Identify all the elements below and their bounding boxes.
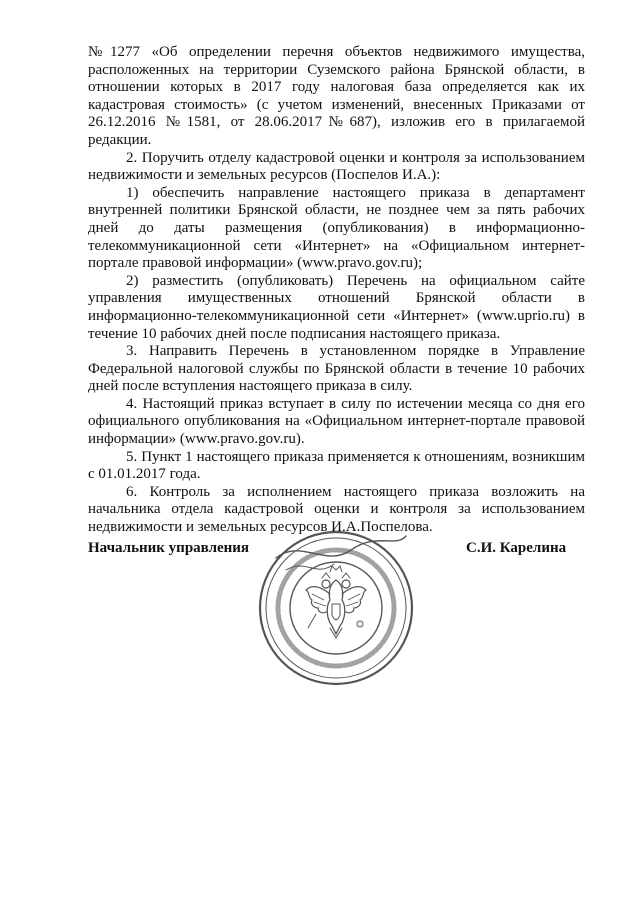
- official-seal-icon: [256, 528, 416, 688]
- signature-name: С.И. Карелина: [466, 540, 567, 556]
- paragraph-order-reference: №1277 «Об определении перечня объектов недвижимого имущества, расположенных на территории Суземского района Брянской области, в отношении которых в 2017 году налоговая база определяется как их кадастровая стоимость» (с учетом изменений, внесенных Приказами от 26.12.2016 №1581, от 28.06.2017№687), изложив его в прилагаемой редакции.: [88, 44, 585, 148]
- paragraph-subitem-2: 2) разместить (опубликовать) Перечень на официальном сайте управления имущественных отношений Брянской области в информационно-телекоммуникационной сети «Интернет» (www.uprio.ru) в течение 10 рабочих дней после подписания настоящего приказа.: [88, 272, 585, 342]
- paragraph-item-4: 4. Настоящий приказ вступает в силу по истечении месяца со дня его официального опубликования на «Официальном интернет-портале правовой информации» (www.pravo.gov.ru).: [88, 395, 585, 448]
- paragraph-subitem-1: 1) обеспечить направление настоящего приказа в департамент внутренней политики Брянской области, не позднее чем за пять рабочих дней до даты размещения (опубликования) в информационно-телекоммуникационной сети «Интернет» на «Официальном интернет-портале правовой информации» (www.pravo.gov.ru);: [88, 184, 585, 272]
- paragraph-item-3: 3. Направить Перечень в установленном порядке в Управление Федеральной налоговой службы по Брянской области в течение 10 рабочих дней после вступления настоящего приказа в силу.: [88, 343, 585, 395]
- paragraph-item-5: 5. Пункт 1 настоящего приказа применяется к отношениям, возникшим с 01.01.2017 года.: [88, 448, 585, 483]
- signature-title: Начальник управления: [88, 540, 250, 556]
- paragraph-item-2: 2. Поручить отделу кадастровой оценки и контроля за использованием недвижимости и земельных ресурсов (Поспелов И.А.):: [88, 149, 585, 184]
- document-body: [88, 44, 585, 537]
- paragraph-item-6: 6. Контроль за исполнением настоящего приказа возложить на начальника отдела кадастровой оценки и контроля за использованием недвижимости и земельных ресурсов И.А.Поспелова.: [88, 483, 585, 536]
